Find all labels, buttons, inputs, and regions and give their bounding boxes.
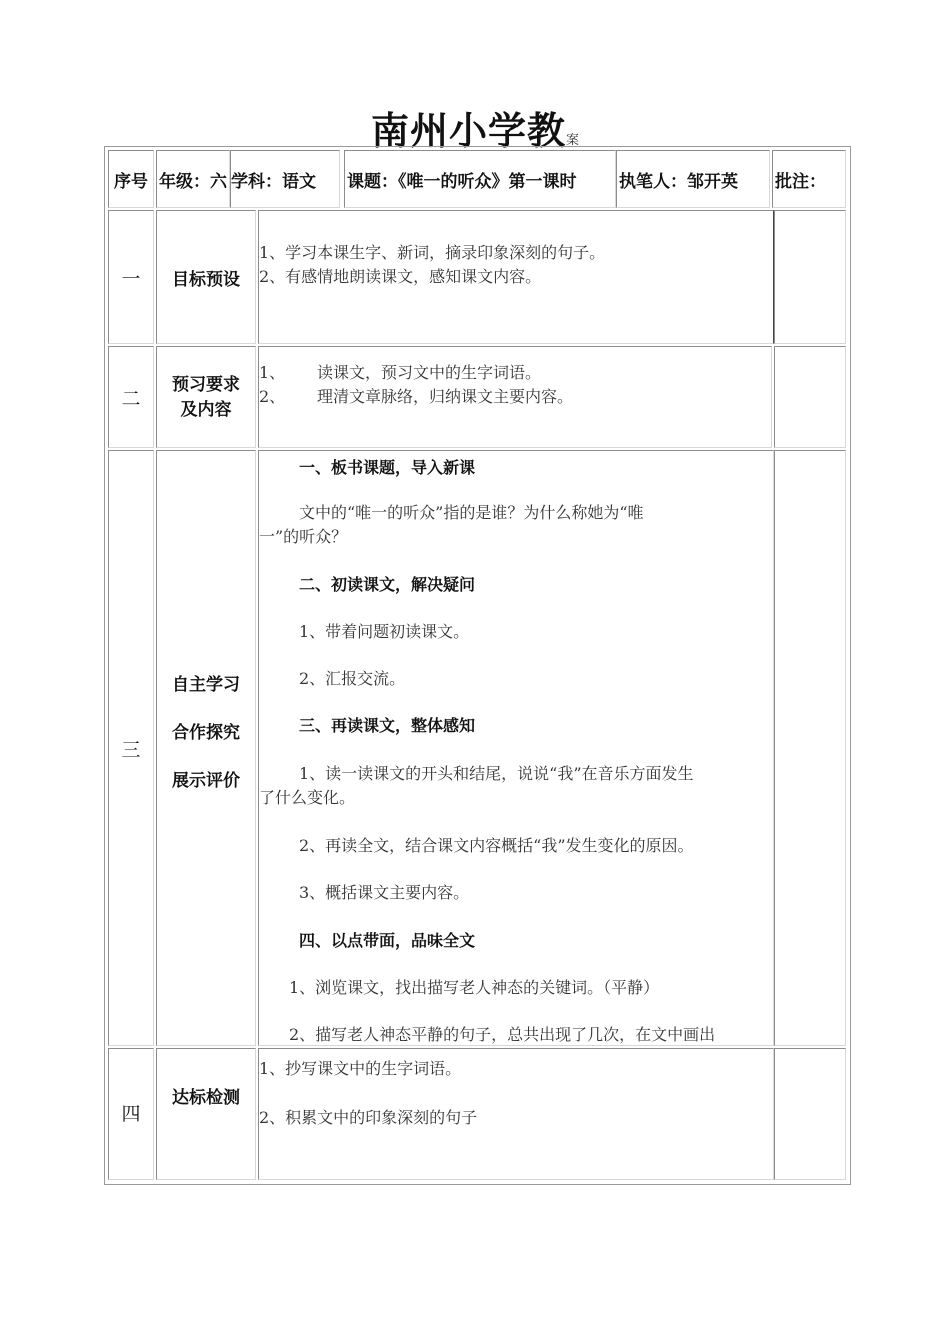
section-heading-1: 一、板书课题，导入新课	[299, 458, 476, 477]
title-suffix: 案	[566, 133, 580, 148]
row-1-note	[774, 210, 846, 344]
row-2-label: 预习要求 及内容	[156, 346, 256, 448]
row-1-content	[258, 210, 774, 344]
row-1-number: 一	[108, 210, 154, 344]
paragraph-4b: 了什么变化。	[259, 788, 356, 807]
row-3-label: 自主学习 合作探究 展示评价	[156, 450, 256, 1046]
paragraph-5: 2、再读全文，结合课文内容概括“我”发生变化的原因。	[299, 836, 694, 855]
section-heading-3: 三、再读课文，整体感知	[299, 716, 476, 735]
row-2-note	[774, 346, 846, 448]
row-4-label: 达标检测	[156, 1048, 256, 1180]
paragraph-6: 3、概括课文主要内容。	[299, 883, 470, 902]
section-heading-2: 二、初读课文，解决疑问	[299, 575, 476, 594]
header-seq: 序号	[108, 150, 154, 208]
row-3-content	[258, 450, 774, 1046]
row-3-note	[774, 450, 846, 1046]
header-note: 批注：	[772, 150, 846, 208]
row-3-number: 三	[108, 450, 154, 1046]
check-line-2: 2、积累文中的印象深刻的句子	[259, 1108, 478, 1127]
paragraph-7: 1、浏览课文，找出描写老人神态的关键词。（平静）	[289, 978, 660, 997]
header-grade: 年级：六	[156, 150, 230, 208]
row-2-number: 二	[108, 346, 154, 448]
paragraph-4a: 1、读一读课文的开头和结尾，说说“我”在音乐方面发生	[299, 764, 694, 783]
row-1-label: 目标预设	[156, 210, 256, 344]
row-4-content	[258, 1048, 774, 1180]
prep-item-1: 1、 读课文，预习文中的生字词语。	[259, 363, 542, 382]
paragraph-2: 1、带着问题初读课文。	[299, 622, 470, 641]
title-main: 南州小学教	[370, 109, 566, 153]
prep-item-2: 2、 理清文章脉络，归纳课文主要内容。	[259, 387, 574, 406]
goal-line-1: 1、学习本课生字、新词，摘录印象深刻的句子。	[259, 243, 606, 262]
row-4-note	[774, 1048, 846, 1180]
section-heading-4: 四、以点带面，品味全文	[299, 931, 476, 950]
goal-line-2: 2、有感情地朗读课文，感知课文内容。	[259, 267, 542, 286]
paragraph-3: 2、汇报交流。	[299, 669, 406, 688]
check-line-1: 1、抄写课文中的生字词语。	[259, 1059, 462, 1078]
header-author: 执笔人：邹开英	[616, 150, 770, 208]
row-4-number: 四	[108, 1048, 154, 1180]
paragraph-1a: 文中的“唯一的听众”指的是谁？为什么称她为“唯	[299, 503, 644, 522]
header-topic: 课题：《唯一的听众》第一课时	[344, 150, 616, 208]
header-subject: 学科：语文	[230, 150, 340, 208]
row-2-content	[258, 346, 772, 448]
paragraph-1b: 一”的听众？	[259, 527, 348, 546]
paragraph-8: 2、描写老人神态平静的句子，总共出现了几次，在文中画出	[289, 1025, 716, 1044]
